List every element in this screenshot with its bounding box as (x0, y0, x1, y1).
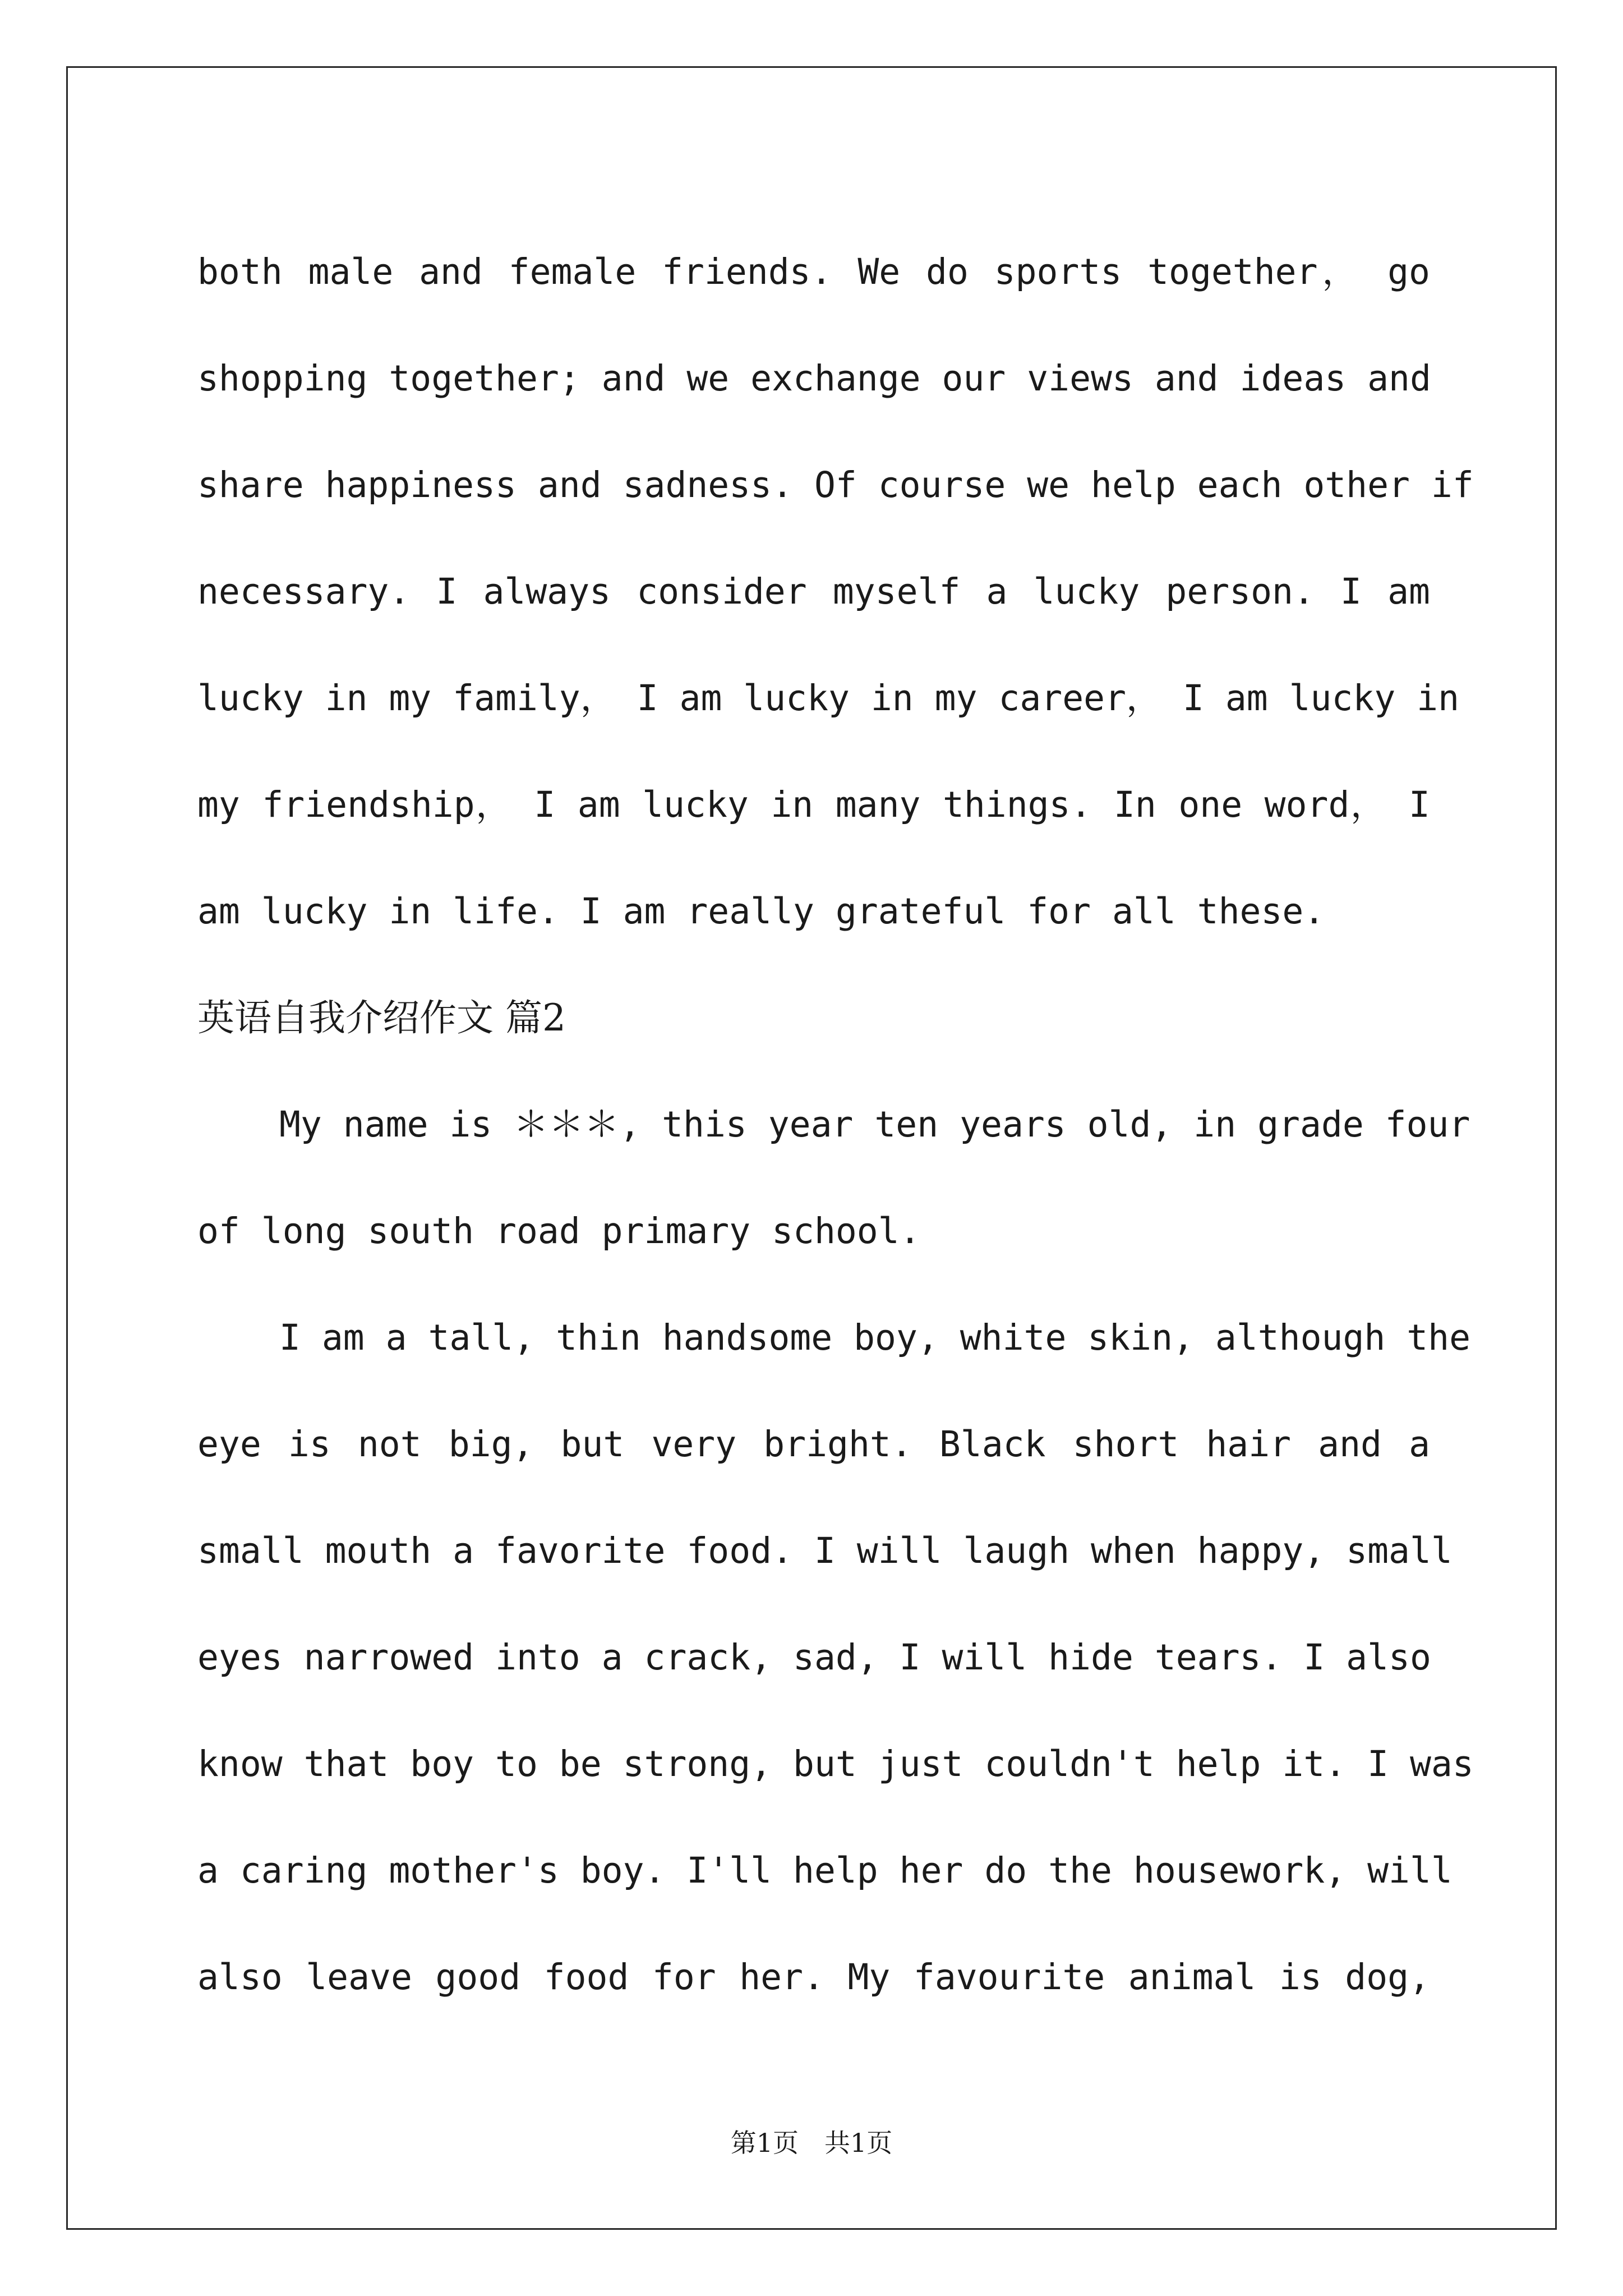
text-line: eye is not big, but very bright. Black short hair and a (197, 1424, 1430, 1465)
text-line: am lucky in life. I am really grateful for all these. (197, 891, 1325, 932)
paragraph-1 (197, 219, 1474, 965)
text-line: of long south road primary school. (197, 1211, 921, 1251)
text-line: share happiness and sadness. Of course we help each other if (197, 464, 1474, 505)
text-line: my friendship， I am lucky in many things. In one word， I (197, 784, 1430, 825)
text-line: lucky in my family， I am lucky in my career， I am lucky in (197, 678, 1460, 719)
page-footer: 第1页 共1页 (730, 2128, 893, 2158)
text-line: necessary. I always consider myself a lucky person. I am (197, 571, 1430, 612)
text-line: shopping together; and we exchange our views and ideas and (197, 358, 1431, 399)
paragraph-3 (197, 1285, 1474, 2031)
text-line: eyes narrowed into a crack, sad, I will hide tears. I also (197, 1637, 1431, 1678)
text-line: know that boy to be strong, but just couldn't help it. I was (197, 1743, 1474, 1784)
text-line: both male and female friends. We do sports together， go (197, 251, 1430, 292)
text-line: a caring mother's boy. I'll help her do the housework, will (197, 1850, 1453, 1891)
section-heading: 英语自我介绍作文 篇2 (197, 996, 566, 1039)
text-line: small mouth a favorite food. I will laugh when happy, small (197, 1530, 1453, 1571)
document-body (197, 219, 1474, 2031)
text-line: I am a tall, thin handsome boy, white skin, although the (279, 1317, 1471, 1358)
text-line: also leave good food for her. My favourite animal is dog, (197, 1957, 1430, 1998)
paragraph-2 (197, 1071, 1470, 1285)
text-line: My name is ＊＊＊, this year ten years old, in grade four (279, 1104, 1470, 1145)
